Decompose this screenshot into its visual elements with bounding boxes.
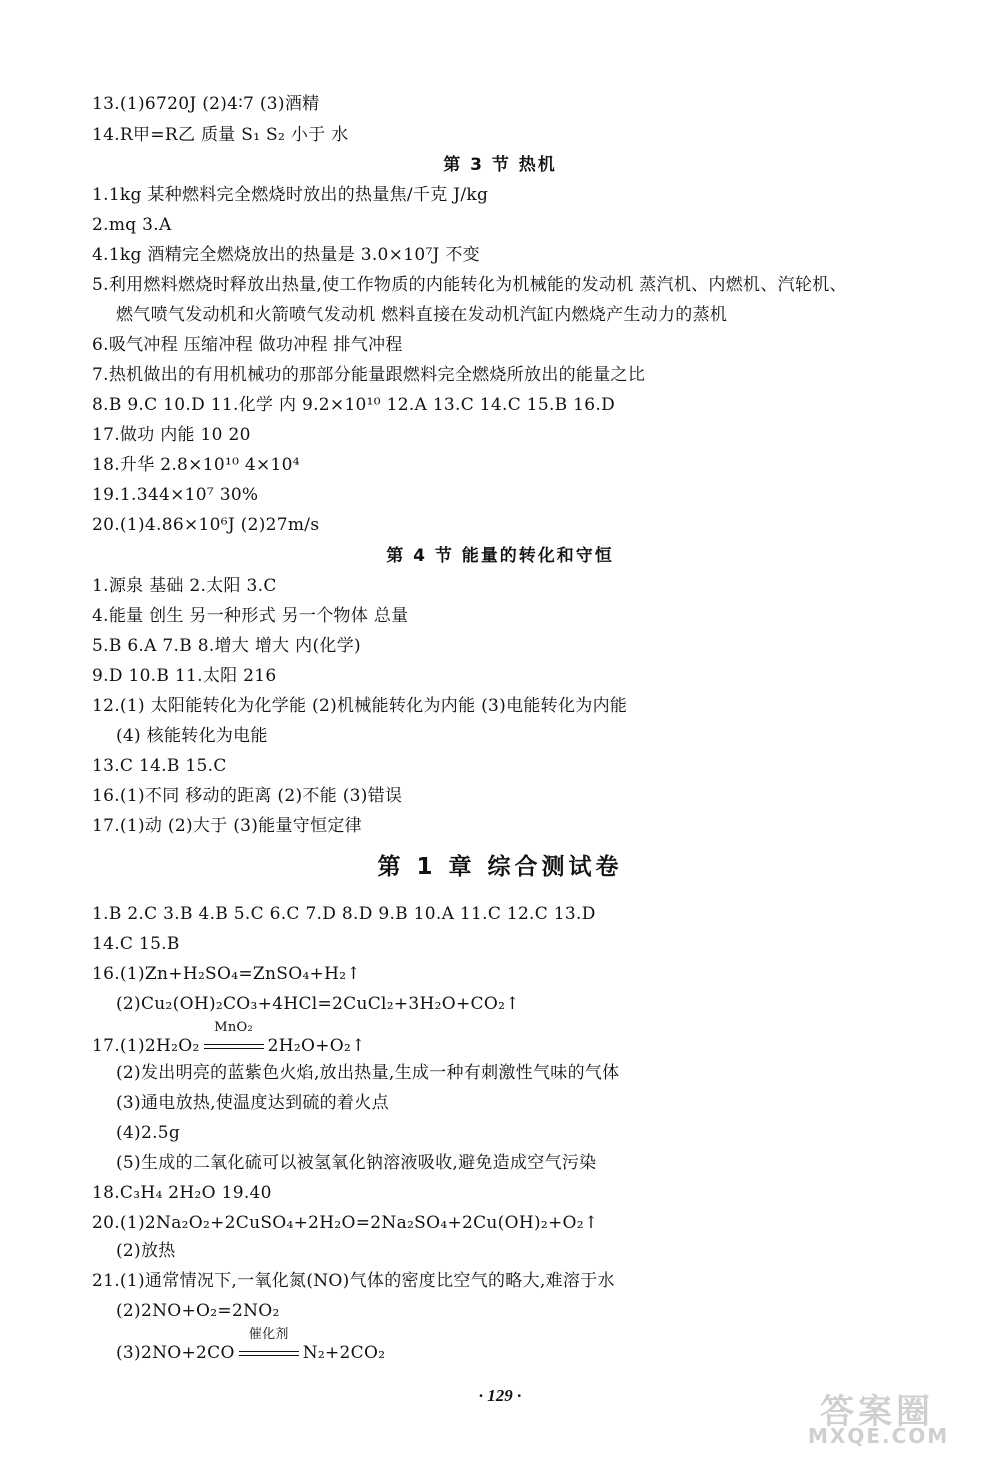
answer-line: 5.B 6.A 7.B 8.增大 增大 内(化学) [92, 636, 361, 656]
reaction-condition: MnO₂ [214, 1020, 253, 1035]
answer-line-equation [92, 1020, 972, 1057]
equation-products: 2H₂O+O₂↑ [267, 1036, 366, 1056]
reaction-condition-arrow [200, 1020, 268, 1057]
answer-line: 7.热机做出的有用机械功的那部分能量跟燃料完全燃烧所放出的能量之比 [92, 365, 646, 385]
answer-line: (4) 核能转化为电能 [116, 726, 268, 746]
answer-line: 18.升华 2.8×10¹⁰ 4×10⁴ [92, 455, 300, 475]
answer-line: 4.1kg 酒精完全燃烧放出的热量是 3.0×10⁷J 不变 [92, 245, 480, 265]
equals-bar [239, 1351, 299, 1356]
answer-line: 1.源泉 基础 2.太阳 3.C [92, 576, 277, 596]
answer-line: 燃气喷气发动机和火箭喷气发动机 燃料直接在发动机汽缸内燃烧产生动力的蒸机 [116, 305, 728, 325]
answer-line: (4)2.5g [116, 1123, 181, 1143]
answer-line-equation [116, 1327, 996, 1364]
answer-line: 14.R甲=R乙 质量 S₁ S₂ 小于 水 [92, 125, 349, 145]
equation-reactants: 17.(1)2H₂O₂ [92, 1036, 200, 1056]
watermark-logo [790, 1382, 990, 1452]
answer-line: 4.能量 创生 另一种形式 另一个物体 总量 [92, 606, 409, 626]
answer-line: 19.1.344×10⁷ 30% [92, 485, 259, 505]
answer-line: (2)Cu₂(OH)₂CO₃+4HCl=2CuCl₂+3H₂O+CO₂↑ [116, 994, 520, 1014]
answer-line: 13.C 14.B 15.C [92, 756, 227, 776]
answer-line: 13.(1)6720J (2)4∶7 (3)酒精 [92, 94, 320, 114]
reaction-condition: 催化剂 [248, 1327, 289, 1342]
equation-reactants: (3)2NO+2CO [116, 1343, 235, 1363]
answer-line: 16.(1)Zn+H₂SO₄=ZnSO₄+H₂↑ [92, 964, 361, 984]
answer-line: (5)生成的二氧化硫可以被氢氧化钠溶液吸收,避免造成空气污染 [116, 1153, 597, 1173]
answer-line: 2.mq 3.A [92, 215, 172, 235]
chapter-heading: 第 1 章 综合测试卷 [377, 854, 623, 880]
answer-line: (3)通电放热,使温度达到硫的着火点 [116, 1093, 389, 1113]
watermark-text: 答案圈 [820, 1392, 934, 1432]
answer-line: 1.1kg 某种燃料完全燃烧时放出的热量焦/千克 J/kg [92, 185, 489, 205]
answer-line: (2)发出明亮的蓝紫色火焰,放出热量,生成一种有刺激性气味的气体 [116, 1063, 620, 1083]
answer-line: 16.(1)不同 移动的距离 (2)不能 (3)错误 [92, 786, 403, 806]
answer-line: 21.(1)通常情况下,一氧化氮(NO)气体的密度比空气的略大,难溶于水 [92, 1271, 615, 1291]
reaction-condition-arrow [235, 1327, 303, 1364]
answer-line: 14.C 15.B [92, 934, 180, 954]
answer-line: 17.做功 内能 10 20 [92, 425, 251, 445]
answer-line: 6.吸气冲程 压缩冲程 做功冲程 排气冲程 [92, 335, 403, 355]
answer-line: 20.(1)4.86×10⁶J (2)27m/s [92, 515, 320, 535]
answer-line: 5.利用燃料燃烧时释放出热量,使工作物质的内能转化为机械能的发动机 蒸汽机、内燃机、汽轮机、 [92, 275, 847, 295]
answer-line: 17.(1)动 (2)大于 (3)能量守恒定律 [92, 816, 362, 836]
answer-line: 20.(1)2Na₂O₂+2CuSO₄+2H₂O=2Na₂SO₄+2Cu(OH)₂+O₂↑ [92, 1213, 599, 1233]
equals-bar [204, 1044, 264, 1049]
equation-products: N₂+2CO₂ [302, 1343, 386, 1363]
answer-line: 8.B 9.C 10.D 11.化学 内 9.2×10¹⁰ 12.A 13.C 14.C 15.B 16.D [92, 395, 616, 415]
answer-line: 12.(1) 太阳能转化为化学能 (2)机械能转化为内能 (3)电能转化为内能 [92, 696, 628, 716]
page-number: · 129 · [478, 1386, 522, 1405]
answer-line: 1.B 2.C 3.B 4.B 5.C 6.C 7.D 8.D 9.B 10.A 11.C 12.C 13.D [92, 904, 596, 924]
section-heading: 第 3 节 热机 [443, 155, 557, 175]
answer-line: 9.D 10.B 11.太阳 216 [92, 666, 277, 686]
answer-line: (2)放热 [116, 1241, 176, 1261]
watermark-url: MXQE.COM [808, 1424, 950, 1448]
answer-line: (2)2NO+O₂=2NO₂ [116, 1301, 280, 1321]
answer-line: 18.C₃H₄ 2H₂O 19.40 [92, 1183, 272, 1203]
section-heading: 第 4 节 能量的转化和守恒 [386, 546, 614, 566]
